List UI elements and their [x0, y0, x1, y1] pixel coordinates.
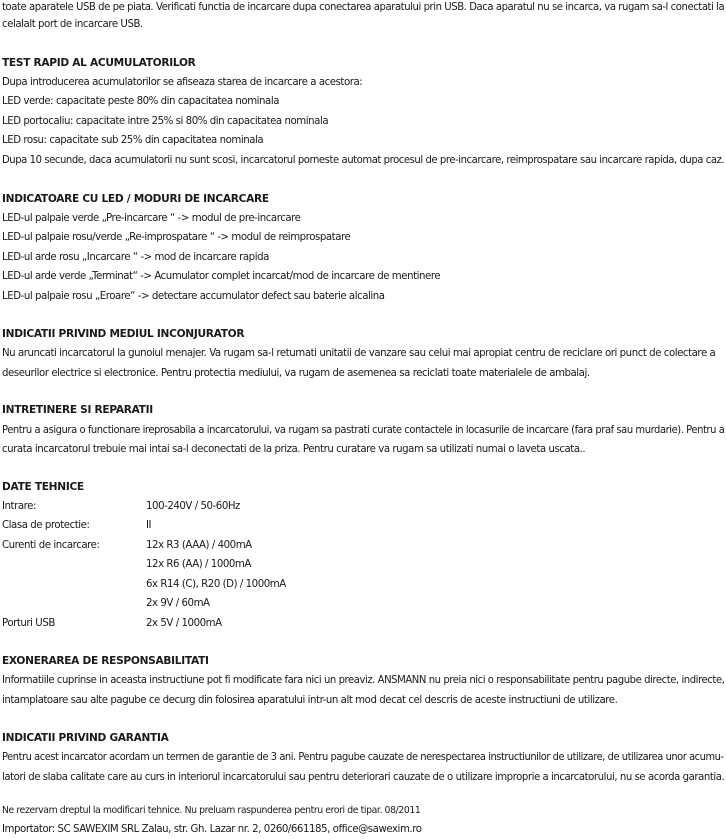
intretinere-line-1: Pentru a asigura o functionare ireprosabila a incarcatorului, va rugam sa pastrati curate contactele in locasurile de incarcare (fara praf sau murdarie). Pentru a: [2, 425, 724, 436]
heading-mediu: INDICATII PRIVIND MEDIUL INCONJURATOR: [2, 328, 245, 340]
spec-label: Intrare:: [2, 501, 36, 512]
exonerare-line-1: Informatiile cuprinse in aceasta instructiune pot fi modificate fara nici un preaviz. ANSMANN nu preia nici o responsabilitate pentru pagube directe, indirecte,: [2, 675, 725, 686]
spec-value: 12x R6 (AA) / 1000mA: [146, 559, 251, 570]
mediu-line-1: Nu aruncati incarcatorul la gunoiul menajer. Va rugam sa-l returnati unitatii de vanzare sau celui mai apropiat centru de reciclare ori punct de colectare a: [2, 348, 716, 359]
garantie-line-1: Pentru acest incarcator acordam un termen de garantie de 3 ani. Pentru pagube cauzate de nerespectarea instructiunilor de utilizare, de utilizarea unor acumu-: [2, 752, 724, 763]
heading-date-tehnice: DATE TEHNICE: [2, 481, 84, 493]
heading-intretinere: INTRETINERE SI REPARATII: [2, 404, 153, 416]
heading-exonerare: EXONERAREA DE RESPONSABILITATI: [2, 655, 209, 667]
footer-note: Ne rezervam dreptul la modificari tehnice. Nu preluam raspunderea pentru erori de tipar. 08/2011: [2, 805, 421, 816]
test-rapid-line-3: LED portocaliu: capacitate intre 25% si 80% din capacitatea nominala: [2, 116, 329, 127]
intro-line-2: celalalt port de incarcare USB.: [2, 19, 143, 30]
indicatoare-line-3: LED-ul arde rosu „Incarcare “ -> mod de incarcare rapida: [2, 252, 269, 263]
spec-value: 100-240V / 50-60Hz: [146, 501, 240, 512]
exonerare-line-2: intamplatoare sau alte pagube ce decurg din folosirea aparatului intr-un alt mod decat cel descris de aceste instructiuni de utilizare.: [2, 695, 618, 706]
intro-line-1: toate aparatele USB de pe piata. Verificati functia de incarcare dupa conectarea aparatului prin USB. Daca aparatul nu se incarca, va rugam sa-l conectati la: [2, 2, 725, 13]
indicatoare-line-1: LED-ul palpaie verde „Pre-incarcare “ -> modul de pre-incarcare: [2, 213, 301, 224]
test-rapid-line-4: LED rosu: capacitate sub 25% din capacitatea nominala: [2, 135, 264, 146]
spec-label: Clasa de protectie:: [2, 520, 90, 531]
spec-value: 2x 9V / 60mA: [146, 598, 210, 609]
indicatoare-line-2: LED-ul palpaie rosu/verde „Re-improspatare “ -> modul de reimprospatare: [2, 232, 351, 243]
garantie-line-2: latori de slaba calitate care au curs in interiorul incarcatorului sau pentru deteriorari cauzate de o utilizare improprie a incarcatorului, nu se acorda garantia.: [2, 772, 725, 783]
spec-value: II: [146, 520, 152, 531]
spec-value: 12x R3 (AAA) / 400mA: [146, 540, 252, 551]
heading-indicatoare: INDICATOARE CU LED / MODURI DE INCARCARE: [2, 193, 269, 205]
spec-label: Curenti de incarcare:: [2, 540, 100, 551]
indicatoare-line-5: LED-ul palpaie rosu „Eroare“ -> detectare accumulator defect sau baterie alcalina: [2, 291, 385, 302]
test-rapid-line-5: Dupa 10 secunde, daca acumulatorii nu sunt scosi, incarcatorul porneste automat procesul de pre-incarcare, reimprospatare sau incarcare rapida, dupa caz.: [2, 155, 725, 166]
spec-label: Porturi USB: [2, 618, 55, 629]
intretinere-line-2: curata incarcatorul trebuie mai intai sa-l deconectati de la priza. Pentru curatare va rugam sa utilizati numai o laveta uscata..: [2, 444, 586, 455]
heading-test-rapid: TEST RAPID AL ACUMULATORILOR: [2, 57, 196, 69]
test-rapid-line-1: Dupa introducerea acumulatorilor se afiseaza starea de incarcare a acestora:: [2, 77, 363, 88]
spec-value: 6x R14 (C), R20 (D) / 1000mA: [146, 579, 286, 590]
footer-importer: Importator: SC SAWEXIM SRL Zalau, str. Gh. Lazar nr. 2, 0260/661185, office@sawexim.ro: [2, 824, 422, 835]
spec-value: 2x 5V / 1000mA: [146, 618, 222, 629]
test-rapid-line-2: LED verde: capacitate peste 80% din capacitatea nominala: [2, 96, 280, 107]
indicatoare-line-4: LED-ul arde verde „Terminat“ -> Acumulator complet incarcat/mod de incarcare de mentinere: [2, 271, 441, 282]
mediu-line-2: deseurilor electrice si electronice. Pentru protectia mediului, va rugam de asemenea sa reciclati toate materialele de ambalaj.: [2, 368, 590, 379]
heading-garantie: INDICATII PRIVIND GARANTIA: [2, 732, 169, 744]
